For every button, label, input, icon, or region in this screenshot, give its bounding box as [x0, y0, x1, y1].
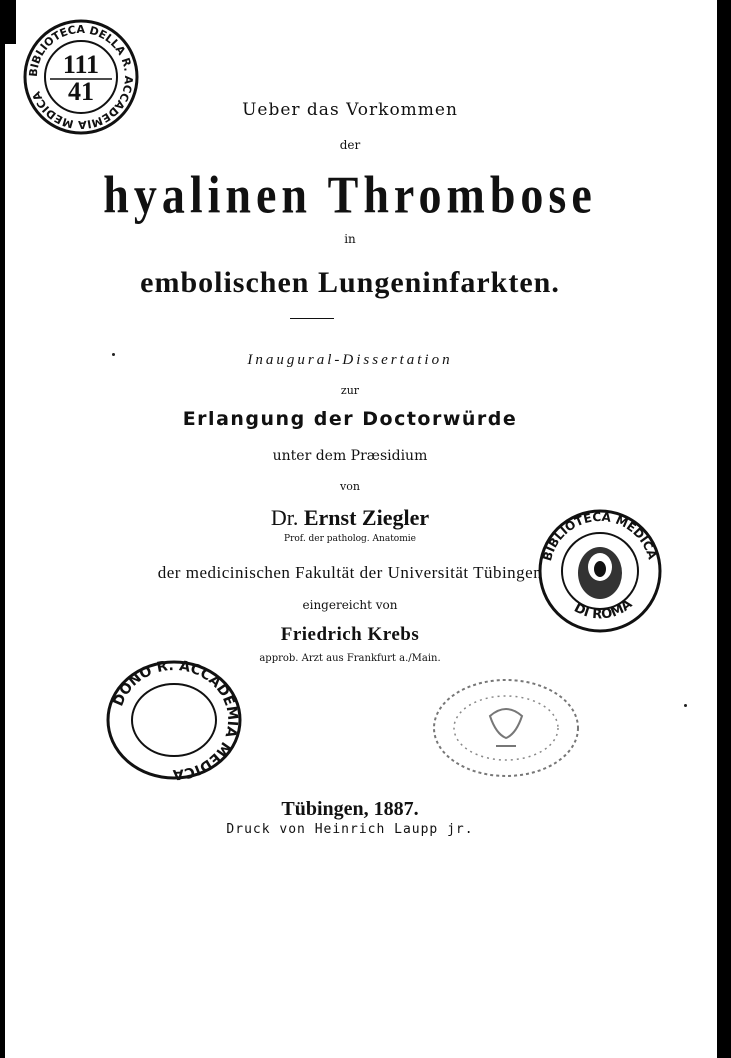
- scan-edge-right: [717, 0, 731, 1058]
- author-name: Ernst Ziegler: [303, 505, 430, 530]
- scan-edge-corner: [0, 0, 16, 44]
- title-line-4: in: [344, 232, 356, 246]
- divider-rule: [290, 318, 334, 319]
- faint-oval-stamp: [430, 676, 582, 780]
- degree-line: Erlangung der Doctorwürde: [182, 408, 518, 430]
- svg-text:111: 111: [62, 50, 100, 79]
- title-line-2: der: [339, 138, 361, 152]
- dissertation-label: Inaugural-Dissertation: [247, 352, 453, 368]
- printer-line: Druck von Heinrich Laupp jr.: [226, 822, 474, 837]
- place-year: Tübingen, 1887.: [281, 798, 419, 820]
- svg-text:41: 41: [68, 77, 94, 106]
- svg-text:DI ROMA: DI ROMA: [571, 596, 636, 623]
- submitted-line: eingereicht von: [302, 598, 398, 612]
- title-line-1: Ueber das Vorkommen: [242, 100, 458, 120]
- ink-speck: [684, 704, 687, 707]
- author-role: Prof. der patholog. Anatomie: [284, 534, 416, 544]
- zur-line: zur: [340, 384, 360, 397]
- von-line: von: [340, 480, 360, 493]
- ink-speck: [112, 353, 115, 356]
- svg-text:BIBLIOTECA DELLA R. ACCADEMIA: BIBLIOTECA DELLA R. ACCADEMIA MEDICA: [26, 22, 136, 132]
- main-title: hyalinen Thrombose: [103, 165, 597, 224]
- donation-stamp-left: [104, 657, 244, 783]
- presidium-line: unter dem Præsidium: [272, 448, 428, 464]
- author-prefix: Dr.: [270, 505, 299, 530]
- library-stamp-right: [536, 507, 664, 635]
- faculty-line: der medicinischen Fakultät der Universität Tübingen: [157, 563, 543, 582]
- svg-text:BIBLIOTECA MEDICA: BIBLIOTECA MEDICA: [540, 509, 660, 563]
- candidate-name: Friedrich Krebs: [280, 624, 420, 645]
- library-stamp-top-left: [22, 18, 140, 136]
- subtitle: embolischen Lungeninfarkten.: [140, 266, 560, 299]
- candidate-role: approb. Arzt aus Frankfurt a./Main.: [259, 653, 441, 664]
- svg-text:DONO R. ACCADEMIA MEDICA: DONO R. ACCADEMIA MEDICA: [110, 657, 241, 783]
